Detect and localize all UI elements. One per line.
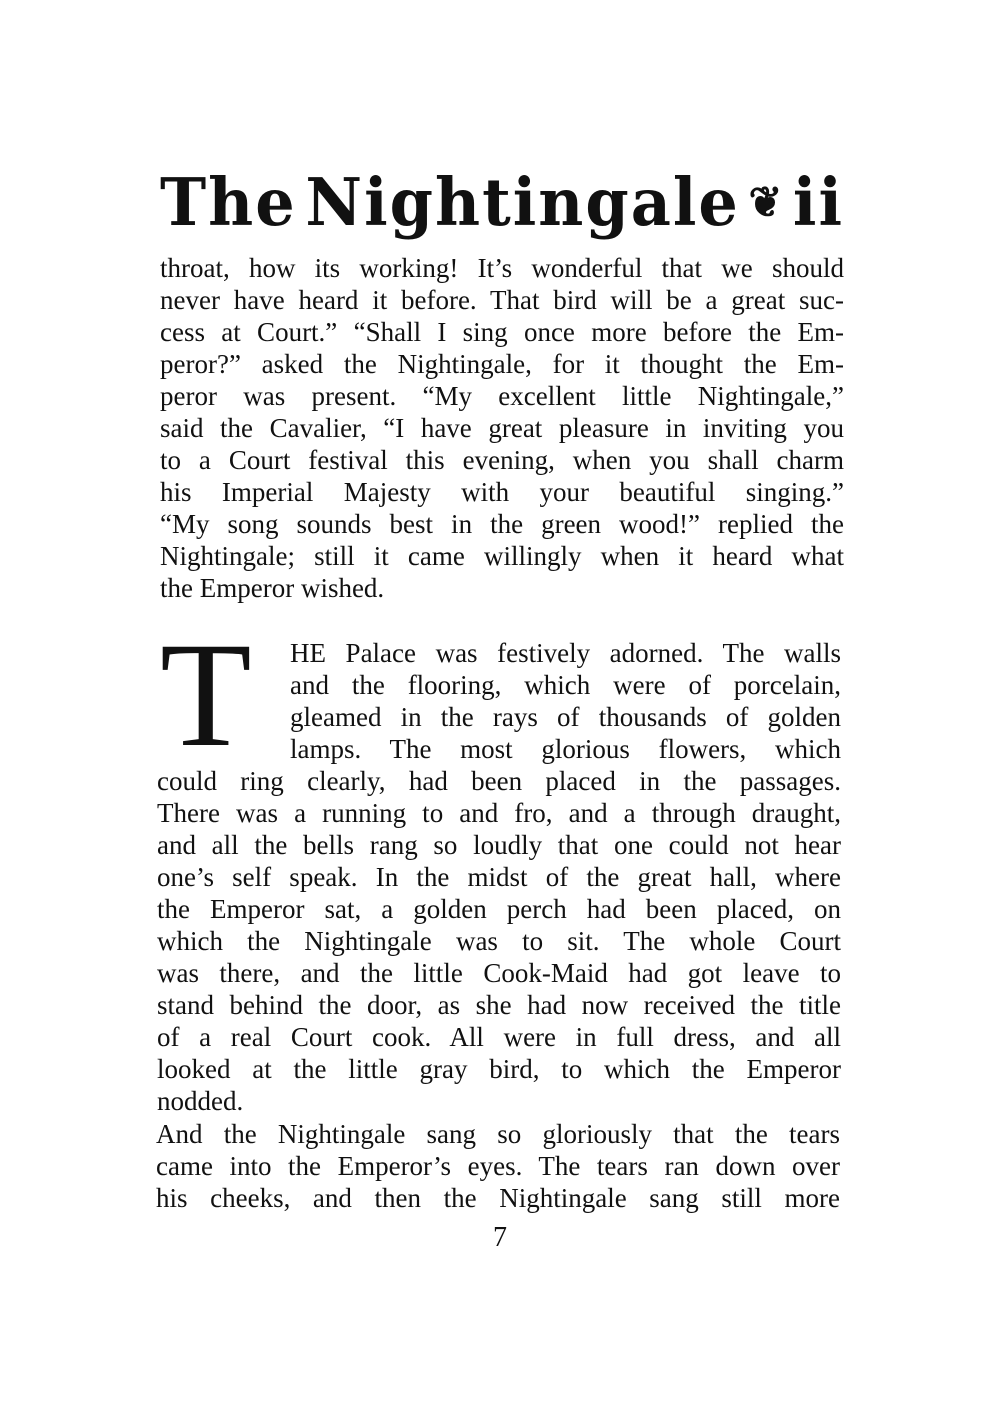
text-line: HE Palace was festively adorned. The walls — [290, 638, 841, 668]
text-line: lamps. The most glorious flowers, which — [290, 734, 841, 764]
page-number: 7 — [493, 1222, 507, 1253]
text-line: his cheeks, and then the Nightingale sang still more — [156, 1183, 840, 1213]
text-line: of a real Court cook. All were in full dress, and all — [157, 1022, 841, 1052]
text-line: came into the Emperor’s eyes. The tears ran down over — [156, 1151, 840, 1181]
text-line: the Emperor sat, a golden perch had been placed, on — [157, 894, 841, 924]
chapter-number: ii — [792, 164, 844, 241]
text-line: peror?” asked the Nightingale, for it thought the Em- — [160, 349, 844, 379]
text-line: never have heard it before. That bird will be a great suc- — [160, 285, 844, 315]
text-line: gleamed in the rays of thousands of golden — [290, 702, 841, 732]
text-line: stand behind the door, as she had now received the title — [157, 990, 841, 1020]
running-title — [160, 166, 844, 240]
text-line: said the Cavalier, “I have great pleasure in inviting you — [160, 413, 844, 443]
drop-cap: T — [160, 612, 252, 778]
text-line: Nightingale; still it came willingly when it heard what — [160, 541, 844, 571]
text-line: which the Nightingale was to sit. The whole Court — [157, 926, 841, 956]
paragraph-3 — [156, 1118, 840, 1214]
paragraph-1 — [160, 252, 844, 604]
text-line: nodded. — [157, 1086, 244, 1116]
text-line: the Emperor wished. — [160, 573, 385, 603]
text-line: and the flooring, which were of porcelain, — [290, 670, 841, 700]
paragraph-2 — [157, 612, 841, 1117]
text-line: his Imperial Majesty with your beautiful singing.” — [160, 477, 844, 507]
fleuron-ornament-icon: ❦ — [748, 177, 785, 228]
text-line: one’s self speak. In the midst of the great hall, where — [157, 862, 841, 892]
text-line: cess at Court.” “Shall I sing once more before the Em- — [160, 317, 844, 347]
text-line: peror was present. “My excellent little Nightingale,” — [160, 381, 844, 411]
title-word-nightingale: Nightingale — [305, 164, 740, 241]
text-line: to a Court festival this evening, when you shall charm — [160, 445, 844, 475]
text-line: could ring clearly, had been placed in the passages. — [157, 766, 841, 796]
text-line: And the Nightingale sang so gloriously that the tears — [156, 1119, 840, 1149]
title-word-the: The — [160, 164, 297, 241]
text-line: “My song sounds best in the green wood!” replied the — [160, 509, 844, 539]
text-line: throat, how its working! It’s wonderful that we should — [160, 253, 844, 283]
text-line: There was a running to and fro, and a through draught, — [157, 798, 841, 828]
text-line: looked at the little gray bird, to which the Emperor — [157, 1054, 841, 1084]
text-line: was there, and the little Cook-Maid had got leave to — [157, 958, 841, 988]
text-line: and all the bells rang so loudly that one could not hear — [157, 830, 841, 860]
